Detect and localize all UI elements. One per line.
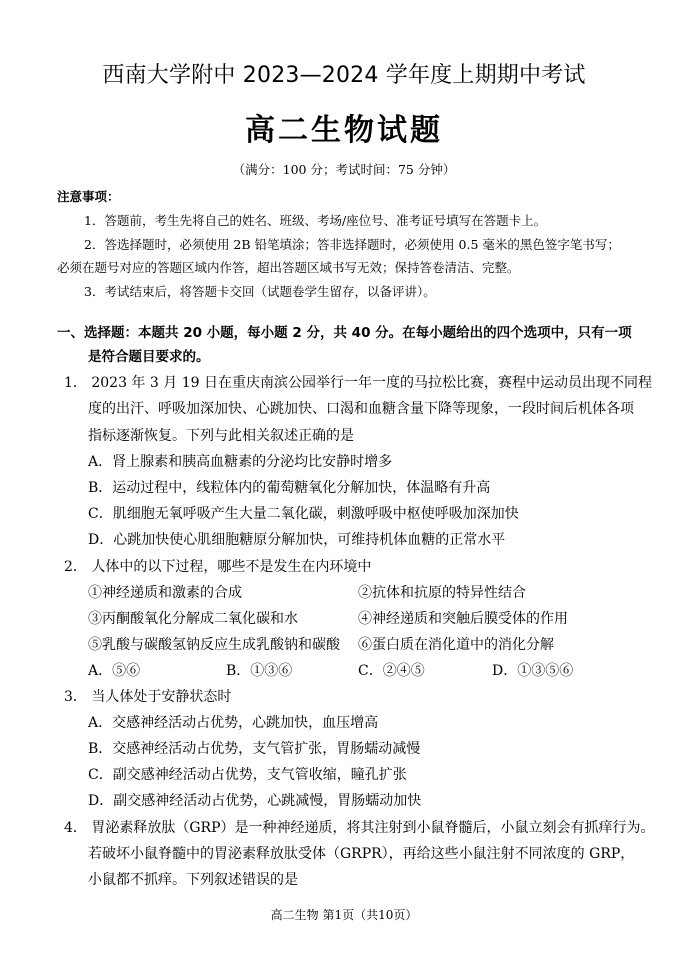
q2-item-4: ④神经递质和突触后膜受体的作用 <box>358 611 568 627</box>
q2-item-6: ⑥蛋白质在消化道中的消化分解 <box>358 637 554 653</box>
q1-option-a: A．肾上腺素和胰高血糖素的分泌均比安静时增多 <box>88 454 393 470</box>
q2-option-c: C．②④⑤ <box>358 663 425 679</box>
exam-title: 西南大学附中 2023—2024 学年度上期期中考试 <box>102 63 586 88</box>
q2-item-1: ①神经递质和激素的合成 <box>88 585 242 601</box>
section-heading-line1: 一、选择题：本题共 20 小题，每小题 2 分，共 40 分。在每小题给出的四个选项中，只有一项 <box>57 325 632 341</box>
exam-subtitle: 高二生物试题 <box>245 113 443 148</box>
q2-item-3: ③丙酮酸氧化分解成二氧化碳和水 <box>88 611 298 627</box>
note-3: 3．考试结束后，将答题卡交回（试题卷学生留存，以备评讲）。 <box>84 284 436 299</box>
section-heading-line2: 是符合题目要求的。 <box>88 349 210 365</box>
q1-option-d: D．心跳加快使心肌细胞糖原分解加快，可维持机体血糖的正常水平 <box>88 532 506 548</box>
q3-option-c: C．副交感神经活动占优势，支气管收缩，瞳孔扩张 <box>88 767 407 783</box>
q3-option-d: D．副交感神经活动占优势，心跳减慢，胃肠蠕动加快 <box>88 793 422 809</box>
q4-stem-line2: 若破坏小鼠脊髓中的胃泌素释放肽受体（GRPR），再给这些小鼠注射不同浓度的 GRP， <box>88 846 635 862</box>
q3-option-b: B．交感神经活动占优势，支气管扩张，胃肠蠕动减慢 <box>88 741 421 757</box>
q1-stem-line3: 指标逐渐恢复。下列与此相关叙述正确的是 <box>88 428 354 444</box>
note-2-continued: 必须在题号对应的答题区域内作答，超出答题区域书写无效；保持答卷清洁、完整。 <box>57 260 520 275</box>
q3-option-a: A．交感神经活动占优势，心跳加快，血压增高 <box>88 715 379 731</box>
q2-option-d: D．①③⑤⑥ <box>492 663 574 679</box>
q2-item-2: ②抗体和抗原的特异性结合 <box>358 585 526 601</box>
q4-stem-line3: 小鼠都不抓痒。下列叙述错误的是 <box>88 872 298 888</box>
q1-stem-line1: 1． 2023 年 3 月 19 日在重庆南滨公园举行一年一度的马拉松比赛，赛程中运动员出现不同程 <box>64 375 652 391</box>
q1-option-b: B．运动过程中，线粒体内的葡萄糖氧化分解加快，体温略有升高 <box>88 480 491 496</box>
q4-stem-line1: 4． 胃泌素释放肽（GRP）是一种神经递质，将其注射到小鼠脊髓后，小鼠立刻会有抓痒行为。 <box>64 820 655 836</box>
note-1: 1．答题前，考生先将自己的姓名、班级、考场/座位号、准考证号填写在答题卡上。 <box>84 213 547 228</box>
exam-meta: （满分：100 分；考试时间：75 分钟） <box>232 162 456 177</box>
page-footer: 高二生物 第1页（共10页） <box>270 908 418 922</box>
q2-option-b: B．①③⑥ <box>226 663 293 679</box>
q1-option-c: C．肌细胞无氧呼吸产生大量二氧化碳，刺激呼吸中枢使呼吸加深加快 <box>88 506 519 522</box>
q2-option-a: A．⑤⑥ <box>88 663 141 679</box>
q2-stem: 2． 人体中的以下过程，哪些不是发生在内环境中 <box>64 559 372 575</box>
note-2: 2．答选择题时，必须使用 2B 铅笔填涂；答非选择题时，必须使用 0.5 毫米的黑色签字笔书写； <box>84 237 620 252</box>
q1-stem-line2: 度的出汗、呼吸加深加快、心跳加快、口渴和血糖含量下降等现象，一段时间后机体各项 <box>88 401 634 417</box>
q2-item-5: ⑤乳酸与碳酸氢钠反应生成乳酸钠和碳酸 <box>88 637 340 653</box>
q3-stem: 3． 当人体处于安静状态时 <box>64 689 232 705</box>
notes-heading: 注意事项： <box>57 189 120 204</box>
